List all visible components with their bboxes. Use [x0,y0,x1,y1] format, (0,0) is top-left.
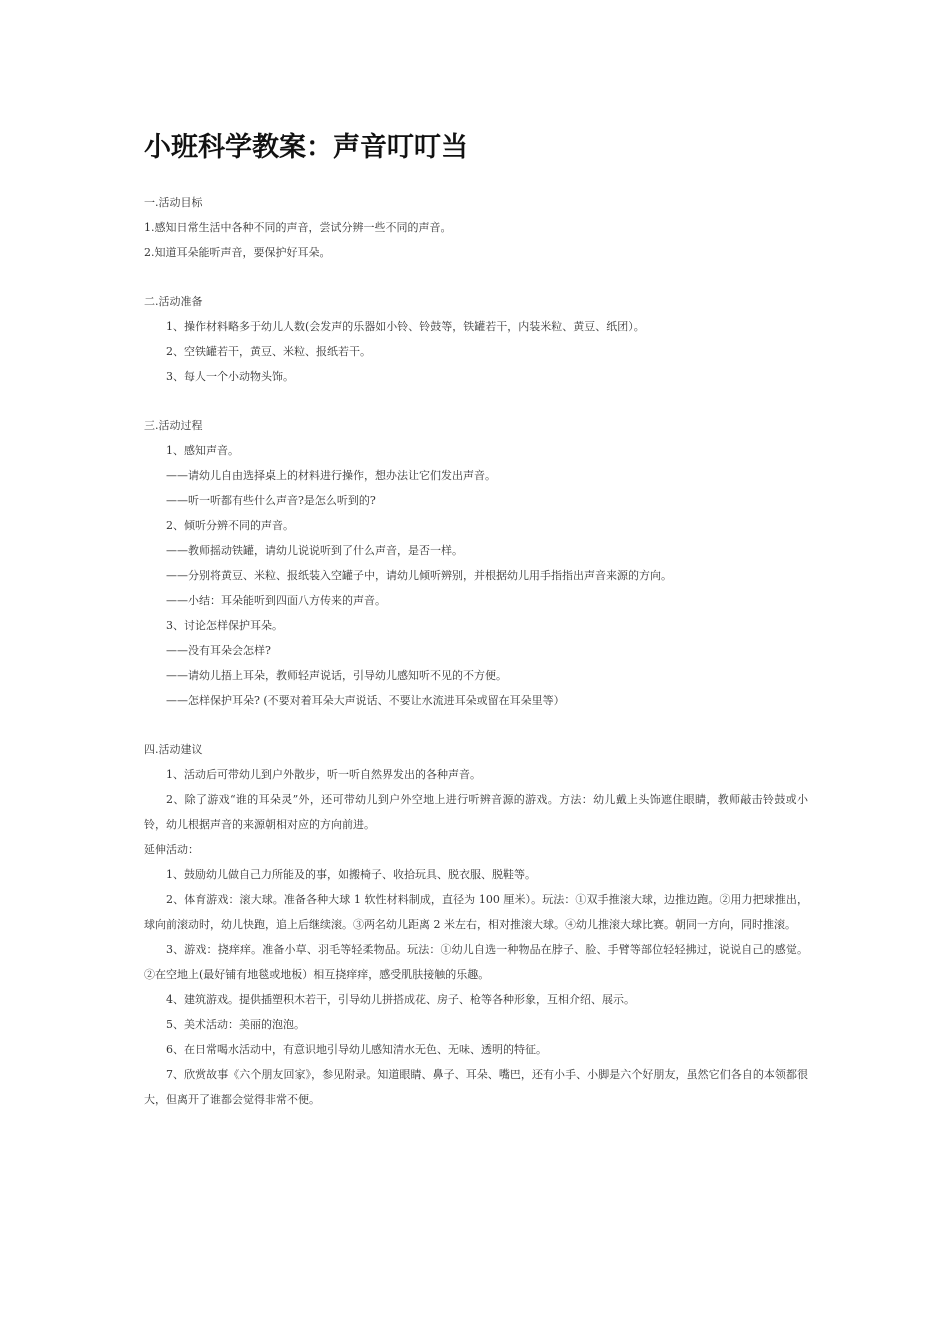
extension-item: 4、建筑游戏。提供插塑积木若干，引导幼儿拼搭成花、房子、枪等各种形象，互相介绍、展示。 [166,993,635,1006]
suggestion-item: 1、活动后可带幼儿到户外散步，听一听自然界发出的各种声音。 [166,768,481,781]
suggestion-item: 2、除了游戏“谁的耳朵灵”外，还可带幼儿到户外空地上进行听辨音源的游戏。方法：幼儿戴上头饰遮住眼睛，教师敲击铃鼓或小铃，幼儿根据声音的来源朝相对应的方向前进。 [144,793,808,831]
document-body [144,190,808,1112]
process-item: 2、倾听分辨不同的声音。 [166,519,294,532]
process-item: ——听一听都有些什么声音?是怎么听到的? [166,494,376,507]
process-item: ——没有耳朵会怎样? [166,644,271,657]
extension-item: 3、游戏：挠痒痒。准备小草、羽毛等轻柔物品。玩法：①幼儿自选一种物品在脖子、脸、手臂等部位轻轻拂过，说说自己的感觉。②在空地上(最好铺有地毯或地板）相互挠痒痒，感受肌肤接触的乐趣。 [144,943,808,981]
page-title: 小班科学教案：声音叮叮当 [144,132,468,163]
section-heading-goals: 一.活动目标 [144,196,203,209]
section-heading-process: 三.活动过程 [144,419,203,432]
section-heading-suggestions: 四.活动建议 [144,743,203,756]
spacer [144,713,808,737]
extension-item: 6、在日常喝水活动中，有意识地引导幼儿感知清水无色、无味、透明的特征。 [166,1043,547,1056]
process-item: ——教师摇动铁罐，请幼儿说说听到了什么声音，是否一样。 [166,544,463,557]
extension-item: 2、体育游戏：滚大球。准备各种大球 1 软性材料制成，直径为 100 厘米）。玩法：①双手推滚大球，边推边跑。②用力把球推出，球向前滚动时，幼儿快跑，追上后继续滚。③两名幼儿距离 2 米左右，相对推滚大球。④幼儿推滚大球比赛。朝同一方向，同时推滚。 [144,893,808,931]
goal-item: 1.感知日常生活中各种不同的声音，尝试分辨一些不同的声音。 [144,221,452,234]
extension-item: 1、鼓励幼儿做自己力所能及的事，如搬椅子、收拾玩具、脱衣服、脱鞋等。 [166,868,536,881]
process-item: 3、讨论怎样保护耳朵。 [166,619,283,632]
preparation-item: 3、每人一个小动物头饰。 [166,370,294,383]
extension-heading: 延伸活动： [144,843,199,856]
preparation-item: 1、操作材料略多于幼儿人数(会发声的乐器如小铃、铃鼓等，铁罐若干，内装米粒、黄豆、纸团）。 [166,320,645,333]
process-item: ——请幼儿捂上耳朵，教师轻声说话，引导幼儿感知听不见的不方便。 [166,669,507,682]
process-item: ——小结：耳朵能听到四面八方传来的声音。 [166,594,386,607]
extension-item: 7、欣赏故事《六个朋友回家》，参见附录。知道眼睛、鼻子、耳朵、嘴巴，还有小手、小脚是六个好朋友，虽然它们各自的本领都很大，但离开了谁都会觉得非常不便。 [144,1068,808,1106]
extension-item: 5、美术活动：美丽的泡泡。 [166,1018,305,1031]
process-item: ——怎样保护耳朵? (不要对着耳朵大声说话、不要让水流进耳朵或留在耳朵里等） [166,694,565,707]
spacer [144,265,808,289]
spacer [144,389,808,413]
process-item: ——请幼儿自由选择桌上的材料进行操作，想办法让它们发出声音。 [166,469,496,482]
process-item: ——分别将黄豆、米粒、报纸装入空罐子中，请幼儿倾听辨别，并根据幼儿用手指指出声音来源的方向。 [166,569,672,582]
goal-item: 2.知道耳朵能听声音，要保护好耳朵。 [144,246,331,259]
section-heading-preparation: 二.活动准备 [144,295,203,308]
preparation-item: 2、空铁罐若干，黄豆、米粒、报纸若干。 [166,345,371,358]
process-item: 1、感知声音。 [166,444,239,457]
